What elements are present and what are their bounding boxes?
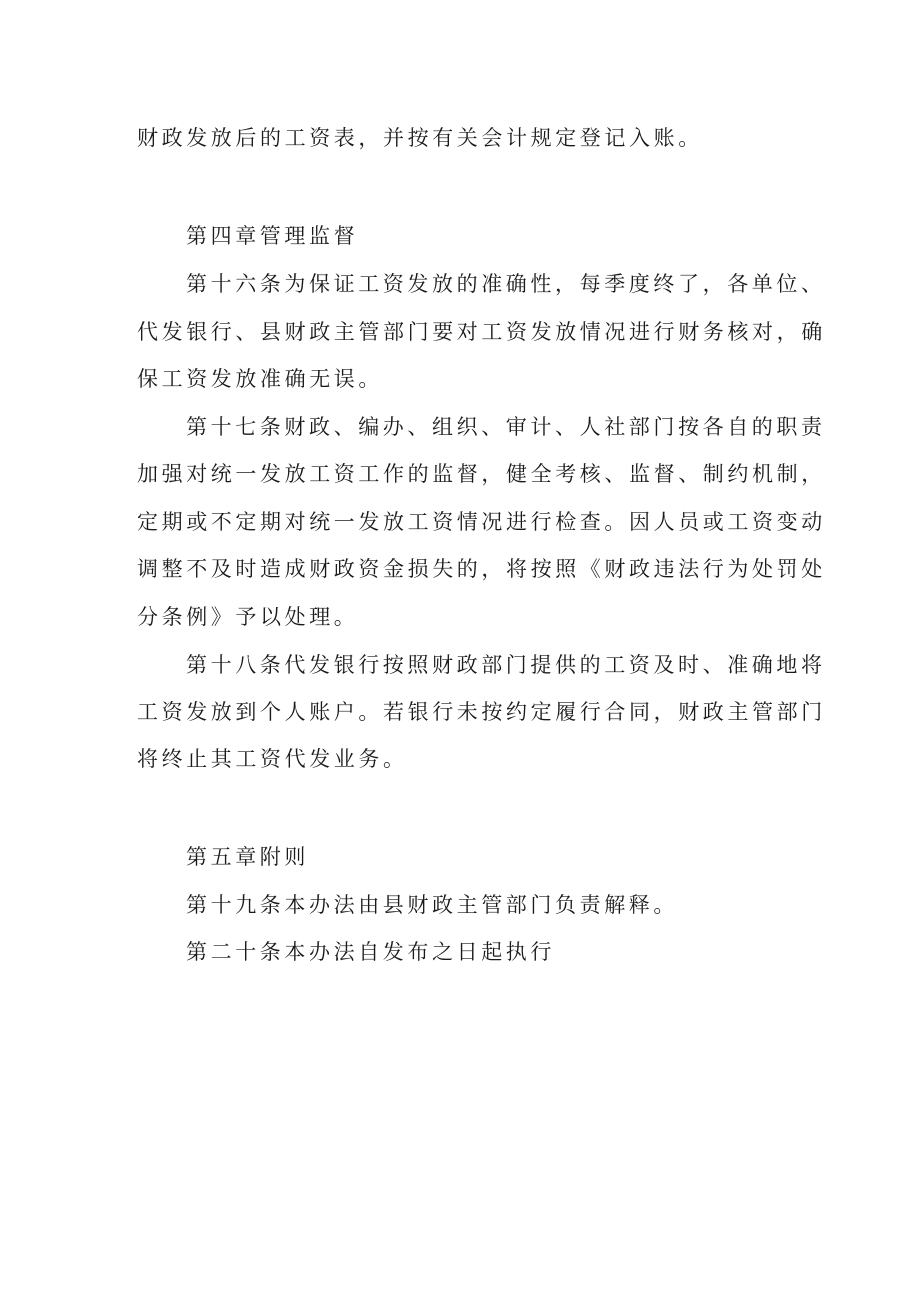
- article-17-line: 调整不及时造成财政资金损失的，将按照《财政违法行为处罚处: [137, 557, 826, 581]
- article-18-line: 工资发放到个人账户。若银行未按约定履行合同，财政主管部门: [137, 700, 826, 724]
- article-16-line: 保工资发放准确无误。: [137, 367, 383, 391]
- article-17-line: 第十七条财政、编办、组织、审计、人社部门按各自的职责: [186, 415, 826, 439]
- article-16-line: 代发银行、县财政主管部门要对工资发放情况进行财务核对，确: [137, 320, 826, 344]
- article-17-line: 加强对统一发放工资工作的监督，健全考核、监督、制约机制，: [137, 462, 826, 486]
- article-19-line: 第十九条本办法由县财政主管部门负责解释。: [186, 893, 678, 917]
- article-20-line: 第二十条本办法自发布之日起执行: [186, 940, 555, 964]
- article-18-line: 将终止其工资代发业务。: [137, 747, 408, 771]
- article-16-line: 第十六条为保证工资发放的准确性，每季度终了，各单位、: [186, 272, 826, 296]
- article-17-line: 分条例》予以处理。: [137, 605, 359, 629]
- chapter-heading: 第四章管理监督: [186, 224, 359, 248]
- chapter-heading: 第五章附则: [186, 845, 309, 869]
- article-18-line: 第十八条代发银行按照财政部门提供的工资及时、准确地将: [186, 653, 826, 677]
- paragraph-line: 财政发放后的工资表，并按有关会计规定登记入账。: [137, 126, 703, 150]
- article-17-line: 定期或不定期对统一发放工资情况进行检查。因人员或工资变动: [137, 510, 826, 534]
